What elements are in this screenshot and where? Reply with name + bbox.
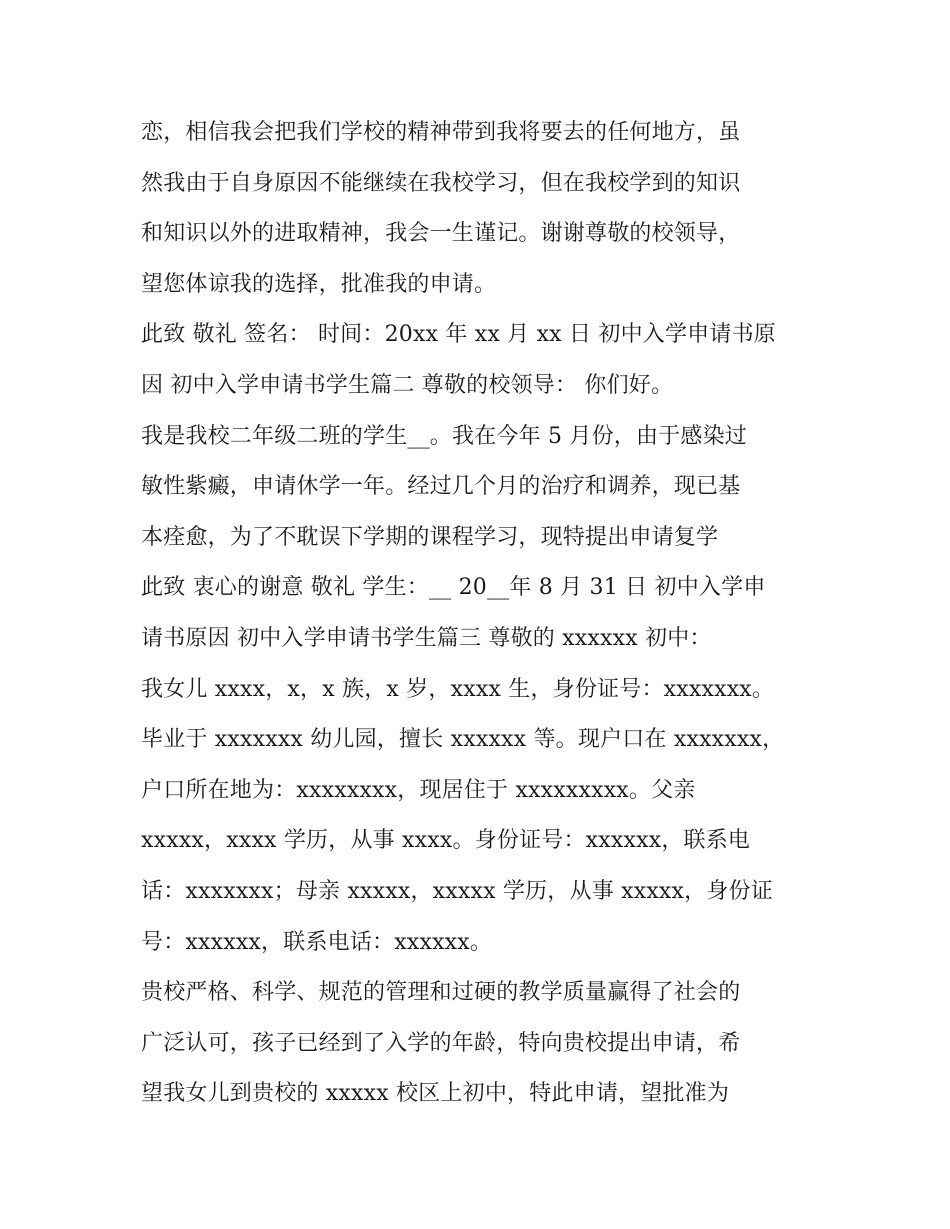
text-line: 请书原因 初中入学申请书学生篇三 尊敬的 xxxxxx 初中：	[141, 625, 712, 651]
text-line: 号：xxxxxx，联系电话：xxxxxx。	[141, 929, 493, 955]
text-line: xxxxx，xxxx 学历，从事 xxxx。身份证号：xxxxxx，联系电	[141, 828, 751, 854]
text-line: 敏性紫癜，申请休学一年。经过几个月的治疗和调养，现已基	[141, 474, 741, 500]
text-line: 恋，相信我会把我们学校的精神带到我将要去的任何地方，虽	[141, 120, 741, 145]
text-line: 本痊愈，为了不耽误下学期的课程学习，现特提出申请复学	[141, 524, 719, 550]
text-line: 因 初中入学申请书学生篇二 尊敬的校领导： 你们好。	[141, 372, 674, 398]
text-line: 贵校严格、科学、规范的管理和过硬的教学质量赢得了社会的	[141, 980, 741, 1006]
text-line: 毕业于 xxxxxxx 幼儿园，擅长 xxxxxx 等。现户口在 xxxxxxx，	[141, 727, 785, 753]
text-line: 我是我校二年级二班的学生__。我在今年 5 月份，由于感染过	[141, 423, 747, 449]
document-body	[141, 108, 821, 1120]
text-line: 望我女儿到贵校的 xxxxx 校区上初中，特此申请，望批准为	[141, 1081, 730, 1107]
text-line: 此致 敬礼 签名： 时间：20xx 年 xx 月 xx 日 初中入学申请书原	[141, 322, 776, 348]
text-line: 户口所在地为：xxxxxxxx，现居住于 xxxxxxxxx。父亲	[141, 777, 696, 803]
text-line: 望您体谅我的选择，批准我的申请。	[141, 271, 497, 297]
text-line: 然我由于自身原因不能继续在我校学习，但在我校学到的知识	[141, 170, 741, 196]
text-line: 广泛认可，孩子已经到了入学的年龄，特向贵校提出申请，希	[141, 1030, 741, 1056]
text-line: 此致 衷心的谢意 敬礼 学生：__ 20__年 8 月 31 日 初中入学申	[141, 575, 766, 601]
text-line: 我女儿 xxxx，x，x 族，x 岁，xxxx 生，身份证号：xxxxxxx。	[141, 676, 775, 702]
text-line: 和知识以外的进取精神，我会一生谨记。谢谢尊敬的校领导，	[141, 221, 741, 247]
text-line: 话：xxxxxxx；母亲 xxxxx，xxxxx 学历，从事 xxxxx，身份证	[141, 878, 773, 904]
